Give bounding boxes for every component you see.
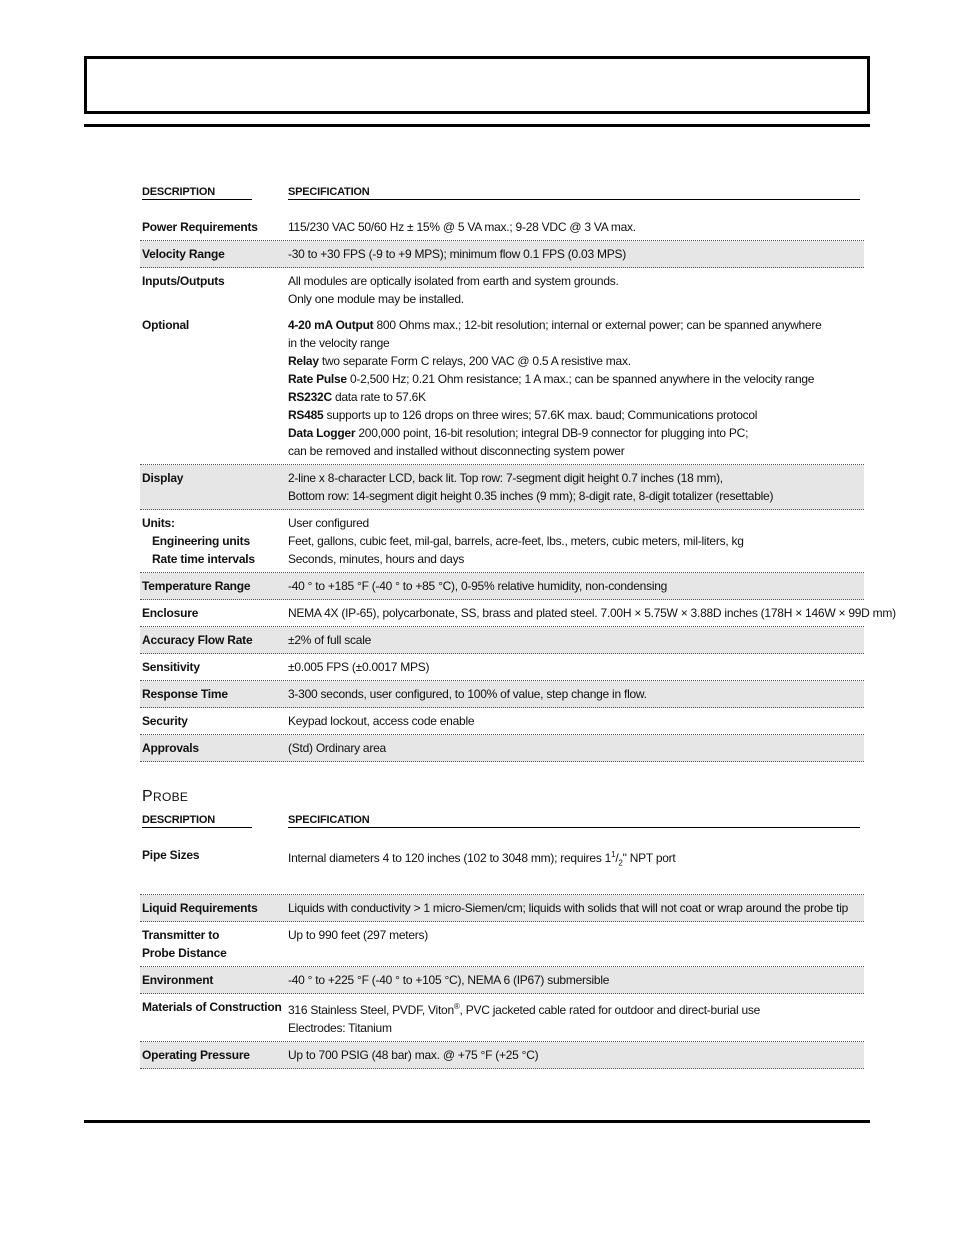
column-header-specification: SPECIFICATION	[288, 814, 860, 828]
row-label: Display	[142, 471, 184, 485]
table-row	[140, 312, 864, 465]
probe-title-rest: ROBE	[152, 790, 189, 804]
column-header-description: DESCRIPTION	[142, 186, 252, 200]
row-value: Keypad lockout, access code enable	[288, 714, 475, 728]
value-line: RS232C data rate to 57.6K	[288, 390, 426, 404]
row-label: Velocity Range	[142, 247, 225, 261]
value-line: Electrodes: Titanium	[288, 1021, 392, 1036]
value-line: Seconds, minutes, hours and days	[288, 552, 465, 566]
table-row	[140, 735, 864, 762]
value-line: 4-20 mA Output 800 Ohms max.; 12-bit resolution; internal or external power; can be spanned anywhere	[288, 318, 822, 332]
row-value: ±2% of full scale	[288, 633, 372, 647]
row-value: -40 ° to +225 °F (-40 ° to +105 °C), NEMA 6 (IP67) submersible	[288, 973, 610, 988]
row-value: (Std) Ordinary area	[288, 741, 386, 755]
row-label: Enclosure	[142, 606, 199, 620]
table-row	[140, 241, 864, 268]
row-label: Pipe Sizes	[142, 848, 200, 862]
row-label: Accuracy Flow Rate	[142, 633, 253, 647]
probe-spec-table	[140, 814, 864, 1069]
row-label: Operating Pressure	[142, 1048, 250, 1063]
row-value: Up to 700 PSIG (48 bar) max. @ +75 °F (+25 °C)	[288, 1048, 539, 1063]
table-row	[140, 654, 864, 681]
value-line: in the velocity range	[288, 336, 390, 350]
table-row	[140, 573, 864, 600]
row-label	[140, 514, 288, 568]
row-value	[288, 998, 864, 1037]
row-value	[288, 272, 864, 308]
probe-section-title	[142, 788, 188, 806]
value-line: 2-line x 8-character LCD, back lit. Top row: 7-segment digit height 0.7 inches (18 mm),	[288, 471, 723, 485]
row-label: Materials of Construction	[142, 1000, 282, 1015]
row-value: -40 ° to +185 °F (-40 ° to +85 °C), 0-95% relative humidity, non-condensing	[288, 579, 668, 593]
row-label: Power Requirements	[142, 220, 258, 234]
row-label: Inputs/Outputs	[142, 274, 225, 288]
table-row	[140, 994, 864, 1042]
value-line: RS485 supports up to 126 drops on three wires; 57.6K max. baud; Communications protocol	[288, 408, 758, 422]
table-row	[140, 922, 864, 967]
row-label: Approvals	[142, 741, 199, 755]
value-line: Data Logger 200,000 point, 16-bit resolution; integral DB-9 connector for plugging into PC;	[288, 426, 749, 440]
engineering-units-label: Engineering units	[152, 534, 250, 548]
table-row	[140, 214, 864, 241]
table-header	[140, 186, 864, 204]
row-label: Transmitter to Probe Distance	[142, 928, 227, 961]
units-label: Units:	[142, 516, 175, 530]
probe-title-initial: P	[142, 788, 153, 805]
table-row	[140, 708, 864, 735]
column-header-specification: SPECIFICATION	[288, 186, 860, 200]
row-value: NEMA 4X (IP-65), polycarbonate, SS, brass and plated steel. 7.00H × 5.75W × 3.88D inches (178H × 146W × 99D mm)	[288, 606, 896, 620]
row-label: Liquid Requirements	[142, 901, 258, 916]
value-line: Only one module may be installed.	[288, 292, 464, 306]
value-line: User configured	[288, 516, 369, 530]
row-value: 115/230 VAC 50/60 Hz ± 15% @ 5 VA max.; 9-28 VDC @ 3 VA max.	[288, 220, 636, 234]
value-line: All modules are optically isolated from earth and system grounds.	[288, 274, 619, 288]
value-line: Bottom row: 14-segment digit height 0.35 inches (9 mm); 8-digit rate, 8-digit totalizer (resettable)	[288, 489, 774, 503]
value-line: 316 Stainless Steel, PVDF, Viton®, PVC jacketed cable rated for outdoor and direct-burial use	[288, 1002, 761, 1018]
table-header	[140, 814, 864, 832]
row-value	[288, 469, 864, 505]
table-row	[140, 510, 864, 573]
transmitter-spec-table	[140, 186, 896, 762]
table-row	[140, 681, 864, 708]
table-row	[140, 895, 864, 922]
top-rule	[84, 124, 870, 127]
table-row	[140, 268, 864, 312]
row-label: Security	[142, 714, 188, 728]
table-row	[140, 842, 864, 895]
row-value: -30 to +30 FPS (-9 to +9 MPS); minimum flow 0.1 FPS (0.03 MPS)	[288, 247, 626, 261]
value-line: Rate Pulse 0-2,500 Hz; 0.21 Ohm resistance; 1 A max.; can be spanned anywhere in the velocity range	[288, 372, 815, 386]
value-line: Relay two separate Form C relays, 200 VAC @ 0.5 A resistive max.	[288, 354, 631, 368]
row-label: Temperature Range	[142, 579, 251, 593]
row-label: Optional	[142, 318, 190, 332]
table-row	[140, 1042, 864, 1069]
row-value	[288, 514, 864, 568]
value-line: can be removed and installed without disconnecting system power	[288, 444, 625, 458]
row-label: Response Time	[142, 687, 228, 701]
title-box	[84, 56, 870, 114]
bottom-rule	[84, 1120, 870, 1123]
row-label: Sensitivity	[142, 660, 200, 674]
rate-time-intervals-label: Rate time intervals	[152, 552, 255, 566]
table-row	[140, 465, 864, 510]
row-value: Internal diameters 4 to 120 inches (102 to 3048 mm); requires $1^1/_2$" NPT port	[288, 850, 676, 868]
row-value: Liquids with conductivity > 1 micro-Siemen/cm; liquids with solids that will not coat or wrap around the probe tip	[288, 901, 849, 916]
table-row	[140, 627, 864, 654]
row-label: Environment	[142, 973, 214, 988]
row-value: 3-300 seconds, user configured, to 100% of value, step change in flow.	[288, 687, 647, 701]
row-value: Up to 990 feet (297 meters)	[288, 928, 428, 943]
table-row	[140, 967, 864, 994]
row-value	[288, 316, 864, 460]
column-header-description: DESCRIPTION	[142, 814, 252, 828]
table-row	[140, 600, 896, 627]
row-value: ±0.005 FPS (±0.0017 MPS)	[288, 660, 430, 674]
value-line: Feet, gallons, cubic feet, mil-gal, barrels, acre-feet, lbs., meters, cubic meters, mil-liters, kg	[288, 534, 744, 548]
